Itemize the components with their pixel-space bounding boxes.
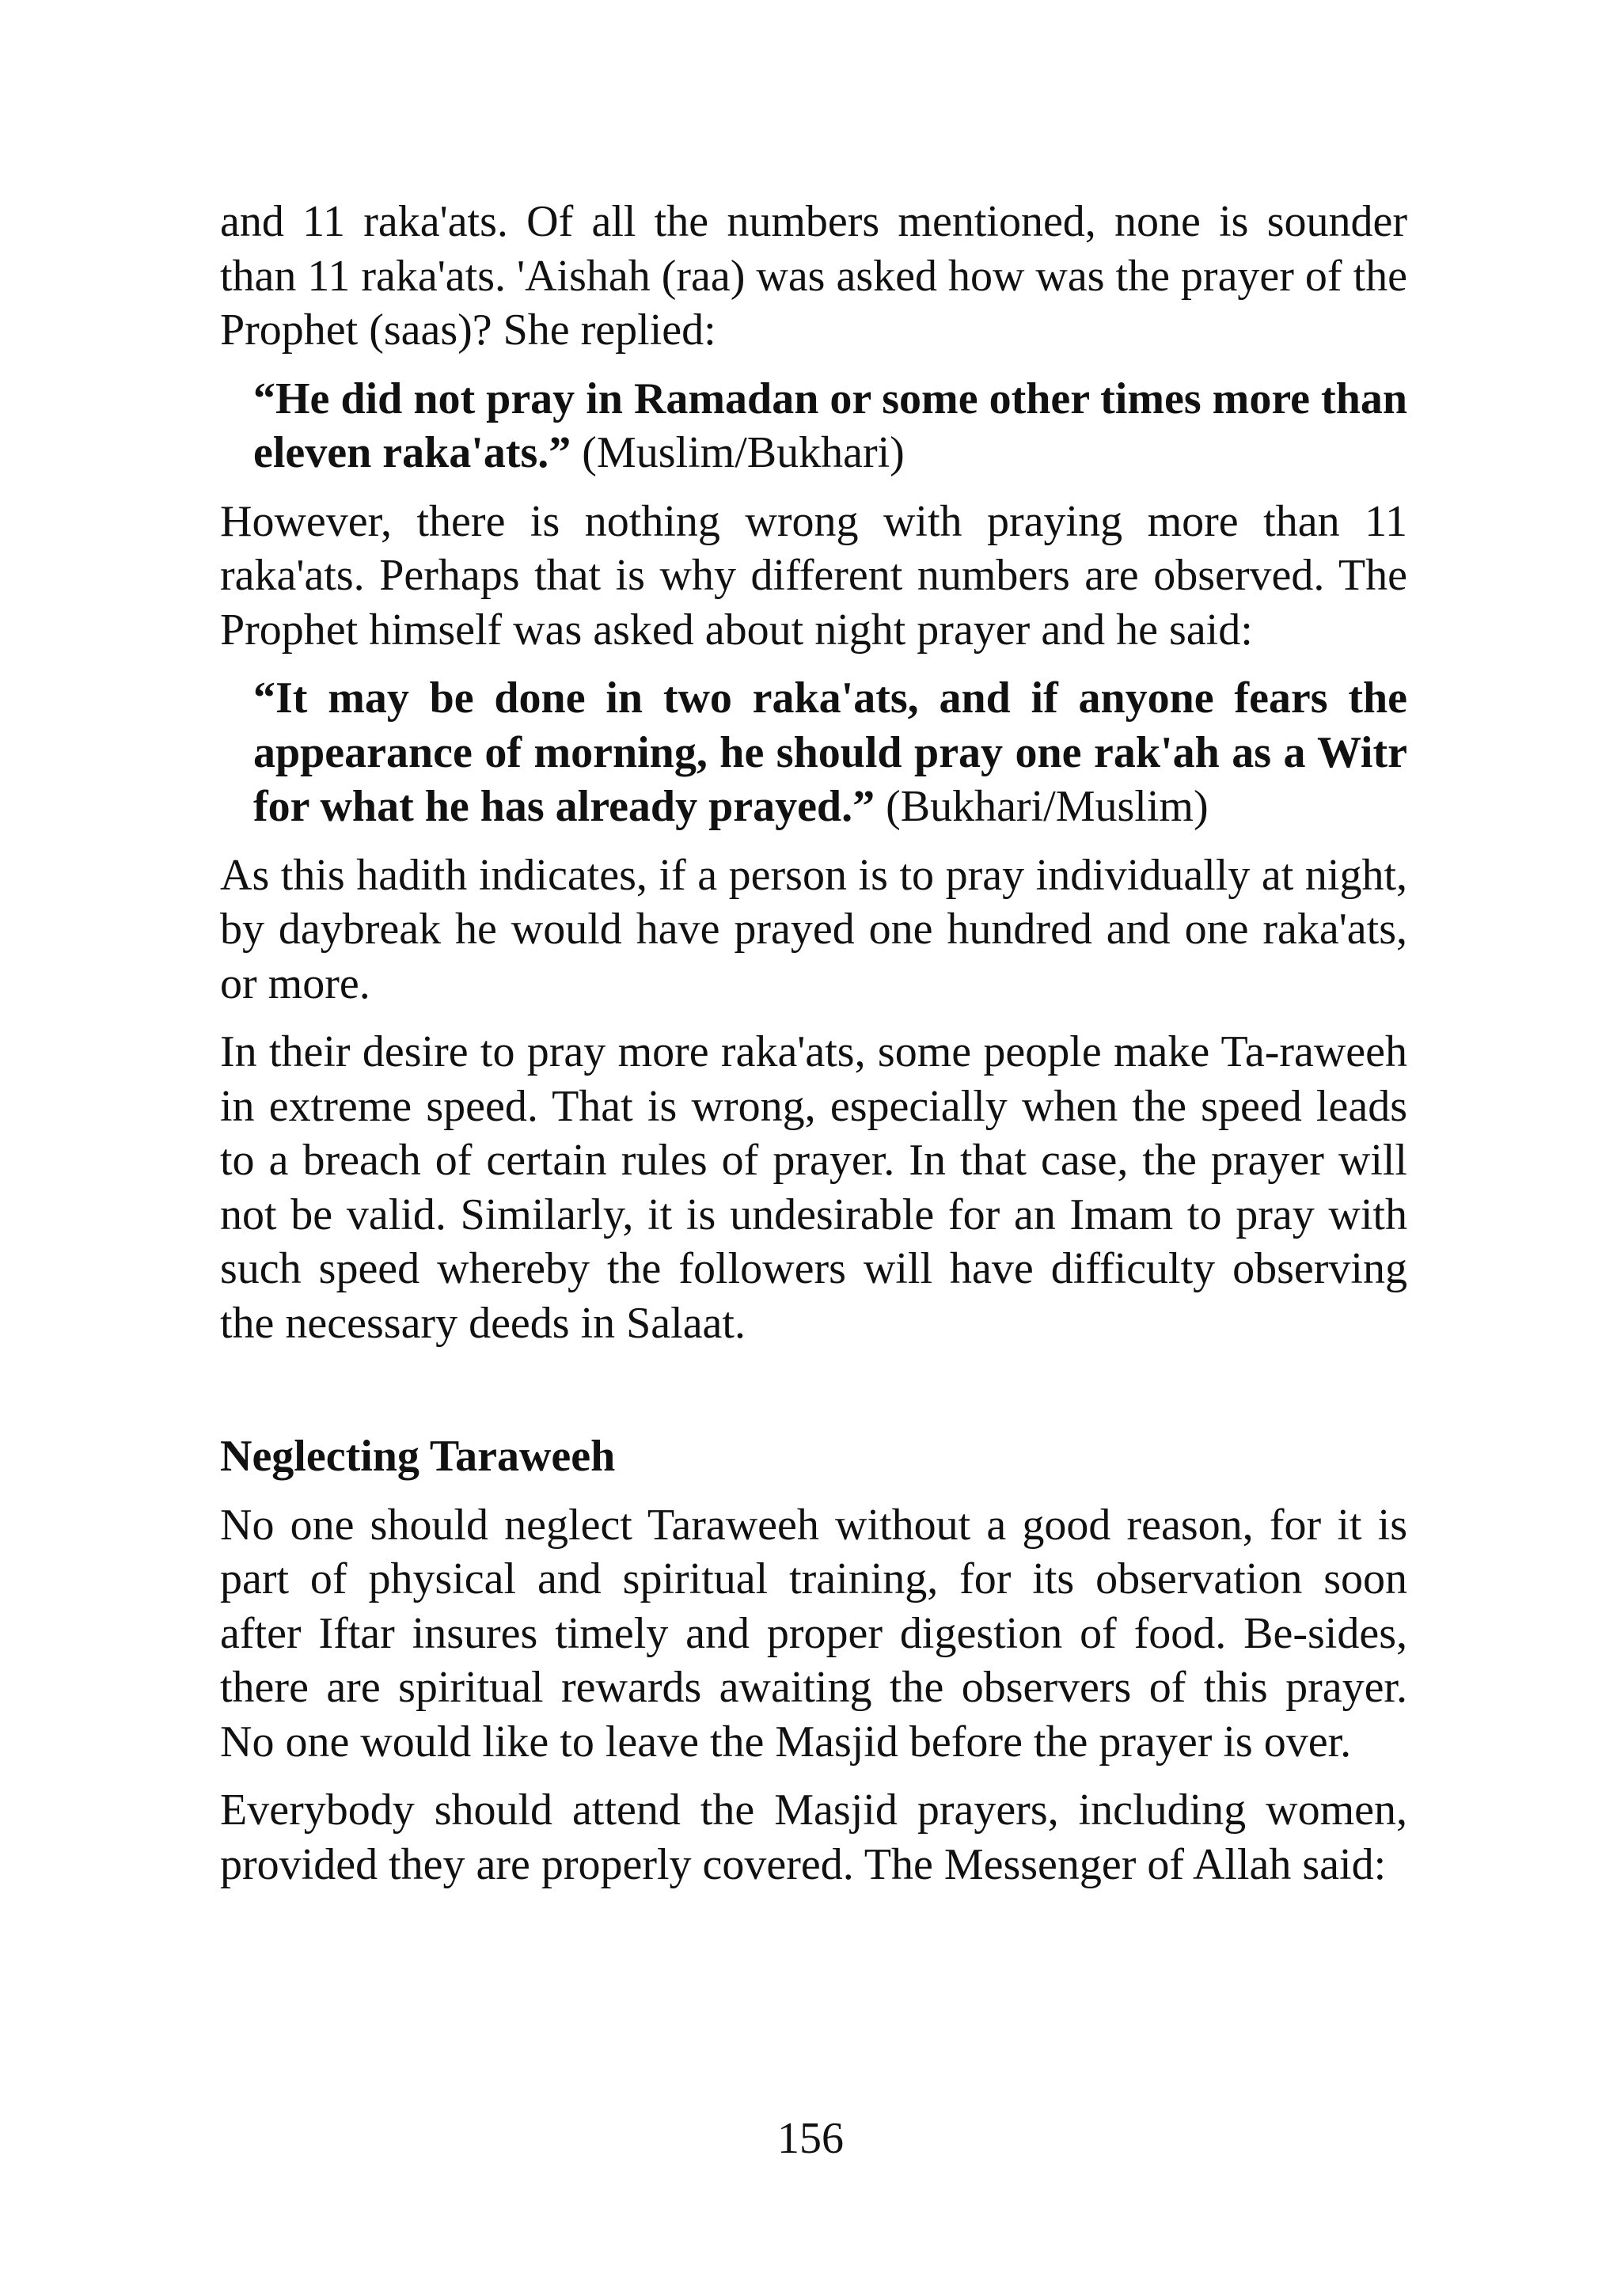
paragraph-night-prayer: However, there is nothing wrong with praying more than 11 raka'ats. Perhaps that is why different numbers are observed. The Prophet himself was asked about night prayer and he said:	[220, 496, 1407, 655]
quote-1-text: “He did not pray in Ramadan or some other times more than eleven raka'ats.”	[253, 374, 1407, 477]
hadith-quote-2	[253, 671, 1407, 834]
page-body	[220, 195, 1407, 1906]
paragraph-attend-masjid: Everybody should attend the Masjid prayers, including women, provided they are properly covered. The Messenger of Allah said:	[220, 1786, 1407, 1889]
section-heading: Neglecting Taraweeh	[220, 1432, 616, 1481]
quote-2-citation: (Bukhari/Muslim)	[875, 782, 1209, 831]
paragraph-speed: In their desire to pray more raka'ats, some people make Ta-raweeh in extreme speed. That is wrong, especially when the speed leads to a breach of certain rules of prayer. In that case, the prayer will not be valid. Similarly, it is undesirable for an Imam to pray with such speed whereby the followers will have difficulty observing the necessary deeds in Salaat.	[220, 1027, 1407, 1348]
hadith-quote-1	[253, 372, 1407, 480]
page-number: 156	[777, 2114, 844, 2163]
paragraph-neglecting: No one should neglect Taraweeh without a good reason, for it is part of physical and spiritual training, for its observation soon after Iftar insures timely and proper digestion of food. Be-sides, there are spiritual rewards awaiting the observers of this prayer. No one would like to leave the Masjid before the prayer is over.	[220, 1500, 1407, 1767]
paragraph-hadith-indicates: As this hadith indicates, if a person is to pray individually at night, by daybreak he would have prayed one hundred and one raka'ats, or more.	[220, 850, 1407, 1008]
paragraph-intro: and 11 raka'ats. Of all the numbers mentioned, none is sounder than 11 raka'ats. 'Aishah (raa) was asked how was the prayer of the Prophet (saas)? She replied:	[220, 197, 1407, 355]
quote-2-text: “It may be done in two raka'ats, and if anyone fears the appearance of morning, he should pray one rak'ah as a Witr for what he has already prayed.”	[253, 674, 1407, 831]
quote-1-citation: (Muslim/Bukhari)	[571, 428, 905, 477]
